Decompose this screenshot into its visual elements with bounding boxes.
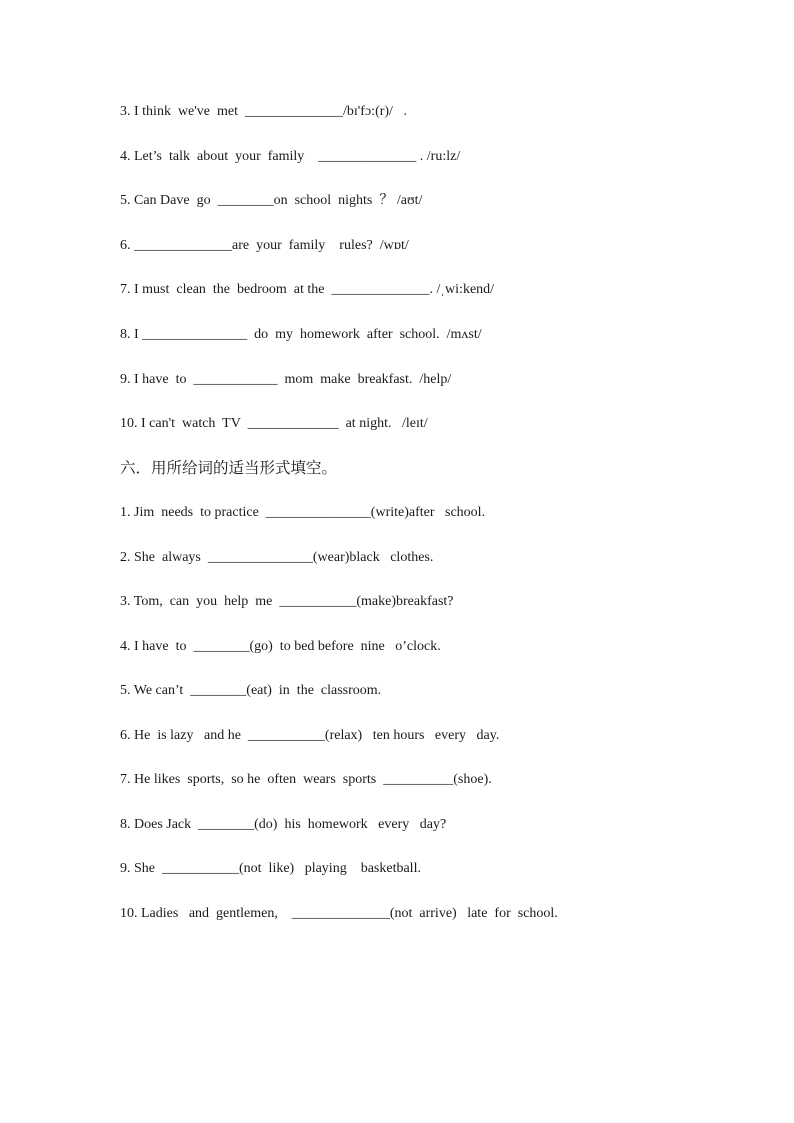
fill-item-3: 3. Tom, can you help me ___________(make)breakfast? bbox=[120, 594, 454, 609]
phonetic-item-8: 8. I _______________ do my homework after school. /mʌst/ bbox=[120, 327, 482, 342]
phonetic-item-3: 3. I think we've met ______________/bɪ'fɔ:(r)/ . bbox=[120, 104, 407, 119]
phonetic-item-4: 4. Let’s talk about your family ______________ . /ru:lz/ bbox=[120, 149, 461, 164]
fill-item-8: 8. Does Jack ________(do) his homework every day? bbox=[120, 817, 447, 832]
phonetic-item-9: 9. I have to ____________ mom make breakfast. /help/ bbox=[120, 372, 452, 387]
fill-item-7: 7. He likes sports, so he often wears sports __________(shoe). bbox=[120, 772, 492, 787]
phonetic-item-5: 5. Can Dave go ________on school nights ？ /aʊt/ bbox=[120, 193, 423, 208]
fill-item-9: 9. She ___________(not like) playing basketball. bbox=[120, 861, 421, 876]
fill-item-6: 6. He is lazy and he ___________(relax) ten hours every day. bbox=[120, 728, 500, 743]
section-six-heading: 六．用所给词的适当形式填空。 bbox=[120, 459, 338, 477]
phonetic-item-6: 6. ______________are your family rules? /wɒt/ bbox=[120, 238, 409, 253]
fill-item-1: 1. Jim needs to practice _______________(write)after school. bbox=[120, 505, 486, 520]
phonetic-item-7: 7. I must clean the bedroom at the ______________. /ˌwi:kend/ bbox=[120, 282, 495, 297]
fill-item-2: 2. She always _______________(wear)black clothes. bbox=[120, 550, 434, 565]
fill-item-10: 10. Ladies and gentlemen, ______________(not arrive) late for school. bbox=[120, 906, 558, 921]
fill-item-4: 4. I have to ________(go) to bed before nine o’clock. bbox=[120, 639, 441, 654]
phonetic-item-10: 10. I can't watch TV _____________ at night. /leɪt/ bbox=[120, 416, 428, 431]
fill-item-5: 5. We can’t ________(eat) in the classroom. bbox=[120, 683, 382, 698]
